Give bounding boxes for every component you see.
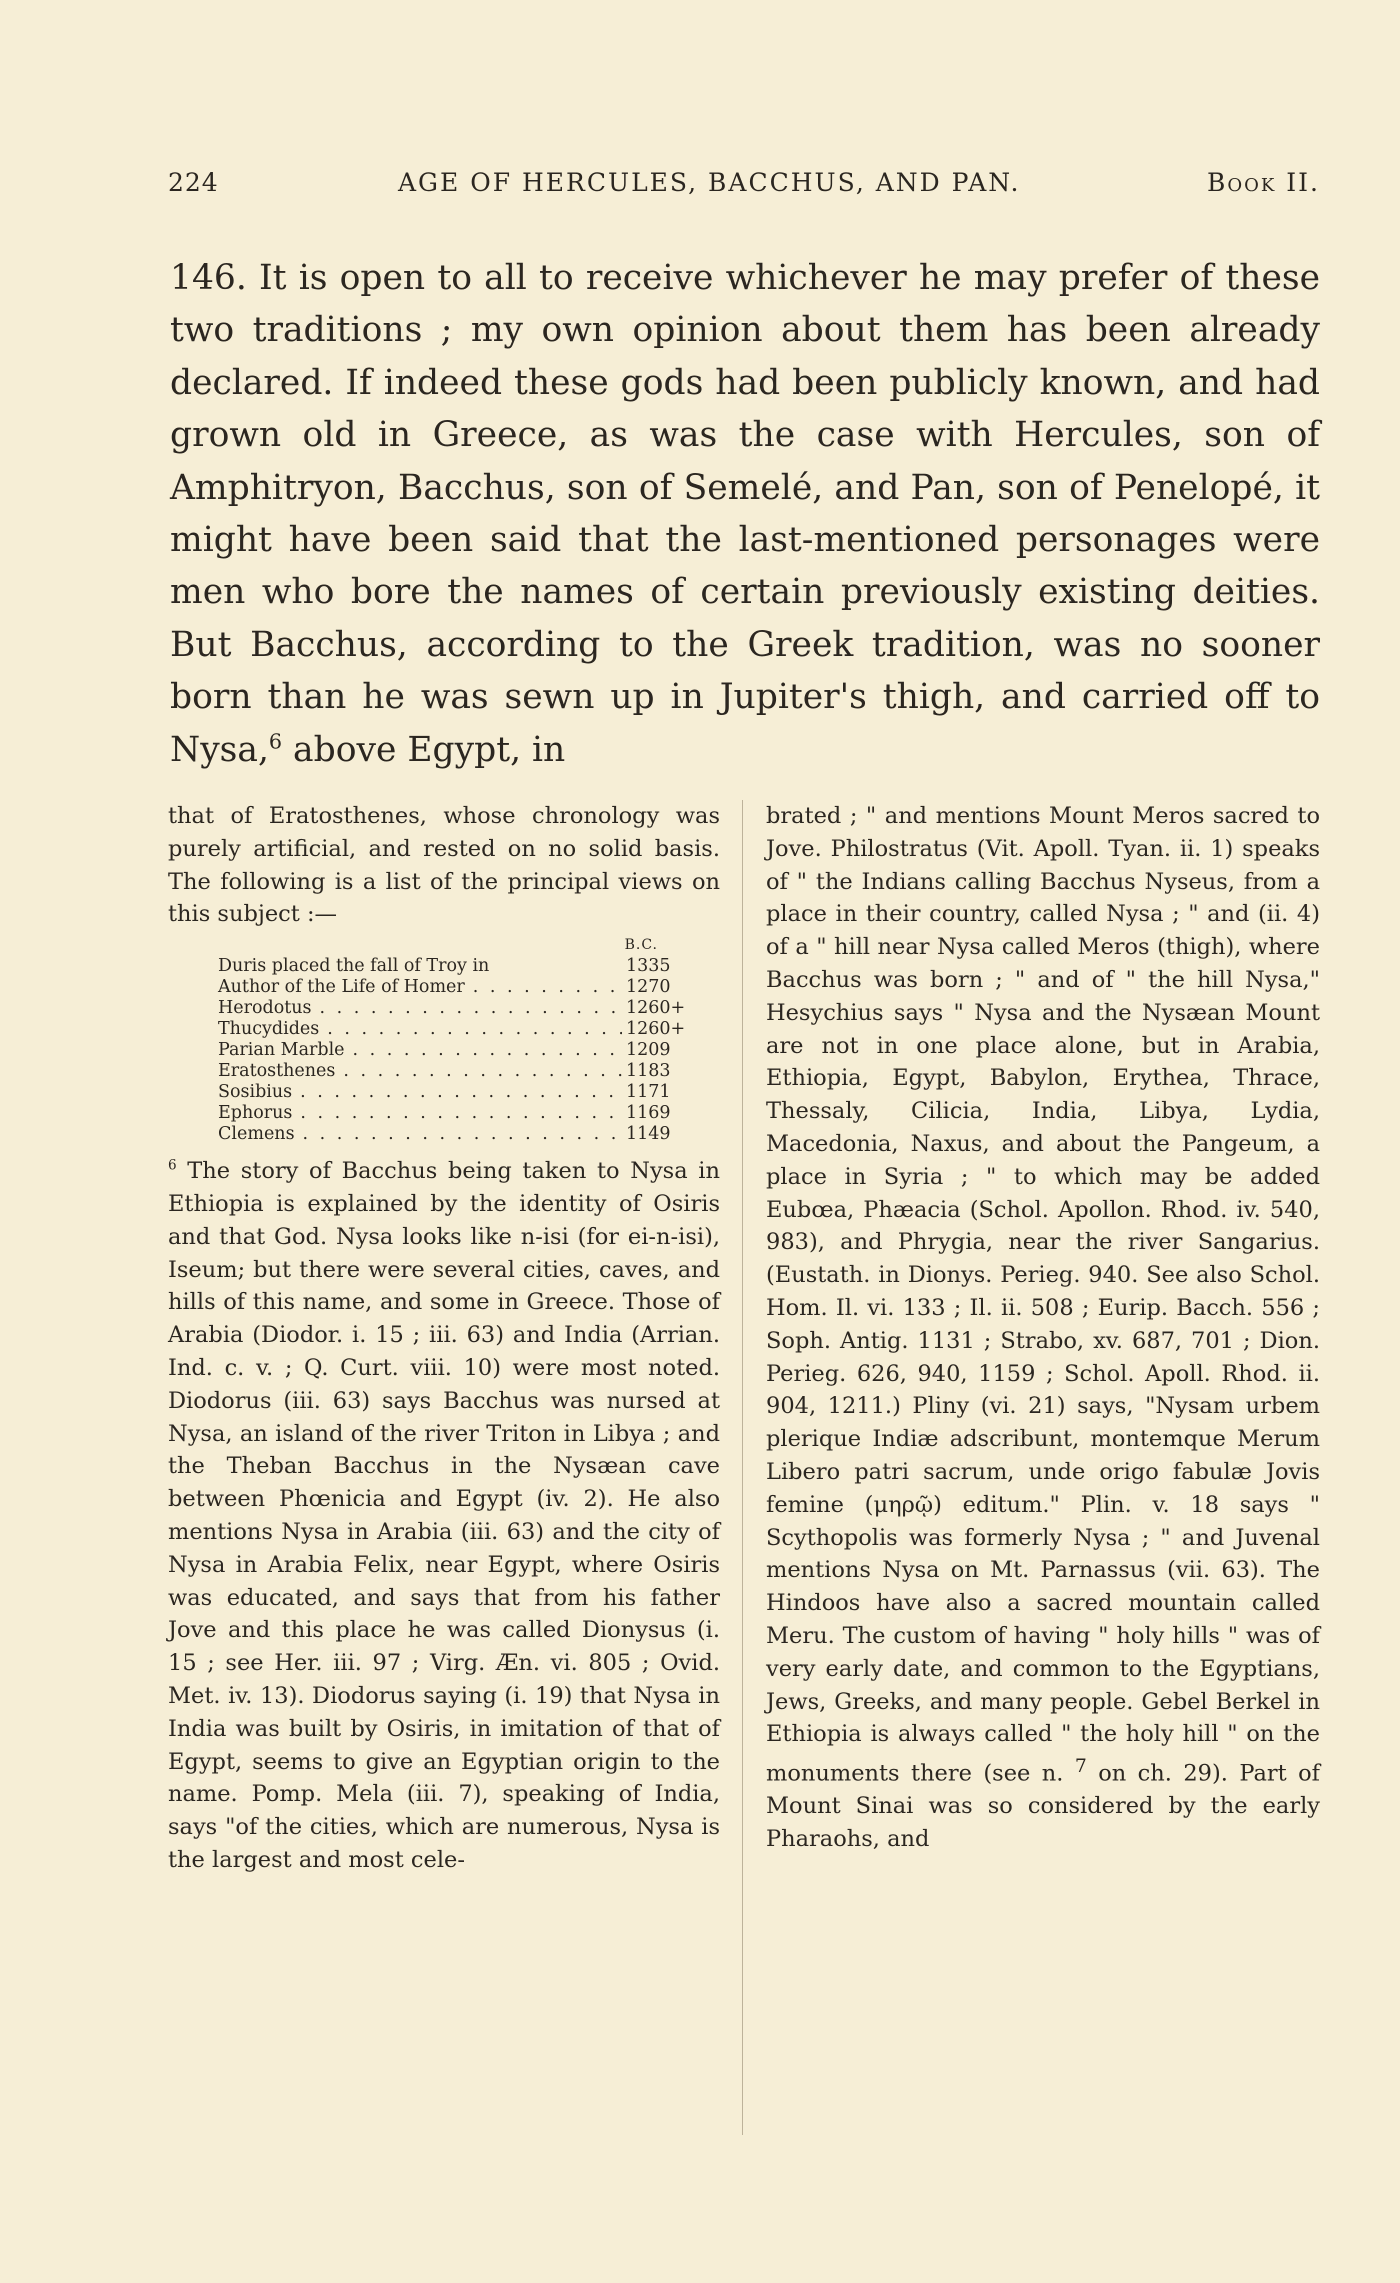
chronology-authority: Clemens <box>218 1124 295 1145</box>
leader-dots <box>327 1019 622 1040</box>
footnote-ref-6: 6 <box>268 729 283 754</box>
footnote-continuation: that of Eratosthenes, whose chronology was purely artificial, and rested on no solid basis. The following is a list of the principal views on this subject :— <box>168 803 720 928</box>
chronology-date: 1171 <box>626 1082 671 1103</box>
leader-dots <box>300 1103 622 1124</box>
chronology-date: 1335 <box>626 956 671 977</box>
main-text-before: 146. It is open to all to receive whichever he may prefer of these two traditions ; my own opinion about them has been already declared. If indeed these gods had been publicly known, and had grown old in Greece, as was the case with Hercules, son of Amphitryon, Bacchus, son of Semelé, and Pan, son of Penelopé, it might have been said that the last-mentioned personages were men who bore the names of certain previously existing deities. But Bacchus, according to the Greek tradition, was no sooner born than he was sewn up in Jupiter's thigh, and carried off to Nysa, <box>170 258 1320 770</box>
leader-dots <box>300 1082 622 1103</box>
leader-dots <box>343 1061 622 1082</box>
leader-dots <box>353 1040 622 1061</box>
chronology-authority: Duris placed the fall of Troy in <box>218 956 490 977</box>
chronology-authority: Parian Marble <box>218 1040 345 1061</box>
chronology-row <box>218 998 718 1019</box>
chronology-table <box>218 935 718 1145</box>
chronology-row <box>218 977 718 998</box>
running-head <box>168 168 1320 208</box>
column-rule <box>742 800 743 2135</box>
footnote-6 <box>168 1155 720 1877</box>
chronology-date: 1183 <box>626 1061 671 1082</box>
chronology-authority: Thucydides <box>218 1019 320 1040</box>
footnote-6-text: The story of Bacchus being taken to Nysa in Ethiopia is explained by the identity of Osiris and that God. Nysa looks like n-isi (for ei-n-isi), Iseum; but there were several cities, caves, and hills of this name, and some in Greece. Those of Arabia (Diodor. i. 15 ; iii. 63) and India (Arrian. Ind. c. v. ; Q. Curt. viii. 10) were most noted. Diodorus (iii. 63) says Bacchus was nursed at Nysa, an island of the river Triton in Libya ; and the Theban Bacchus in the Nysæan cave between Phœnicia and Egypt (iv. 2). He also mentions Nysa in Arabia (iii. 63) and the city of Nysa in Arabia Felix, near Egypt, where Osiris was educated, and says that from his father Jove and this place he was called Dionysus (i. 15 ; see Her. iii. 97 ; Virg. Æn. vi. 805 ; Ovid. Met. iv. 13). Diodorus saying (i. 19) that Nysa in India was built by Osiris, in imitation of that of Egypt, seems to give an Egyptian origin to the name. Pomp. Mela (iii. 7), speaking of India, says "of the cities, which are numerous, Nysa is the largest and most cele- <box>168 1158 720 1873</box>
chronology-authority: Sosibius <box>218 1082 293 1103</box>
footnote-ref-7: 7 <box>1074 1756 1087 1778</box>
chronology-row <box>218 1082 718 1103</box>
chronology-date: 1169 <box>626 1103 671 1124</box>
chronology-row <box>218 1124 718 1145</box>
chronology-authority: Author of the Life of Homer <box>218 977 465 998</box>
leader-dots <box>320 998 622 1019</box>
chronology-row <box>218 1040 718 1061</box>
chronology-row <box>218 1103 718 1124</box>
leader-dots <box>473 977 622 998</box>
chronology-authority: Ephorus <box>218 1103 293 1124</box>
chronology-date: 1149 <box>626 1124 671 1145</box>
footnote-6-continued-end: on ch. 29). Part of Mount Sinai was so considered by the early Pharaohs, and <box>766 1760 1320 1853</box>
chronology-row <box>218 1019 718 1040</box>
chronology-table-header: B.C. <box>624 937 658 954</box>
footnote-column-right <box>766 800 1320 1856</box>
main-paragraph <box>170 252 1320 776</box>
chronology-date: 1260+ <box>626 1019 686 1040</box>
chronology-row <box>218 1061 718 1082</box>
running-title: AGE OF HERCULES, BACCHUS, AND PAN. <box>398 168 1021 197</box>
footnote-6-continued-text: brated ; " and mentions Mount Meros sacred to Jove. Philostratus (Vit. Apoll. Tyan. ii. 1) speaks of " the Indians calling Bacchus Nyseus, from a place in their country, called Nysa ; " and (ii. 4) of a " hill near Nysa called Meros (thigh), where Bacchus was born ; " and of " the hill Nysa," Hesychius says " Nysa and the Nysæan Mount are not in one place alone, but in Arabia, Ethiopia, Egypt, Babylon, Erythea, Thrace, Thessaly, Cilicia, India, Libya, Lydia, Macedonia, Naxus, and about the Pangeum, a place in Syria ; " to which may be added Eubœa, Phæacia (Schol. Apollon. Rhod. iv. 540, 983), and Phrygia, near the river Sangarius. (Eustath. in Dionys. Perieg. 940. See also Schol. Hom. Il. vi. 133 ; Il. ii. 508 ; Eurip. Bacch. 556 ; Soph. Antig. 1131 ; Strabo, xv. 687, 701 ; Dion. Perieg. 626, 940, 1159 ; Schol. Apoll. Rhod. ii. 904, 1211.) Pliny (vi. 21) says, "Nysam urbem plerique Indiæ adscribunt, montemque Merum Libero patri sacrum, unde origo fabulæ Jovis femine (μηρῷ) editum." Plin. v. 18 says " Scythopolis was formerly Nysa ; " and Juvenal mentions Nysa on Mt. Parnassus (vii. 63). The Hindoos have also a sacred mountain called Meru. The custom of having " holy hills " was of very early date, and common to the Egyptians, Jews, Greeks, and many people. Gebel Berkel in Ethiopia is always called " the holy hill " on the monuments there (see n. <box>766 803 1320 1787</box>
book-label: Book II. <box>1207 168 1320 197</box>
chronology-date: 1260+ <box>626 998 686 1019</box>
footnote-6-continued <box>766 800 1320 1856</box>
chronology-date: 1270 <box>626 977 671 998</box>
chronology-authority: Eratosthenes <box>218 1061 336 1082</box>
main-text-after: above Egypt, in <box>282 729 566 770</box>
chronology-authority: Herodotus <box>218 998 312 1019</box>
leader-dots <box>303 1124 622 1145</box>
chronology-row <box>218 956 718 977</box>
footnote-column-left <box>168 800 720 1877</box>
footnote-number: 6 <box>168 1157 177 1174</box>
page-number: 224 <box>168 168 219 197</box>
chronology-date: 1209 <box>626 1040 671 1061</box>
